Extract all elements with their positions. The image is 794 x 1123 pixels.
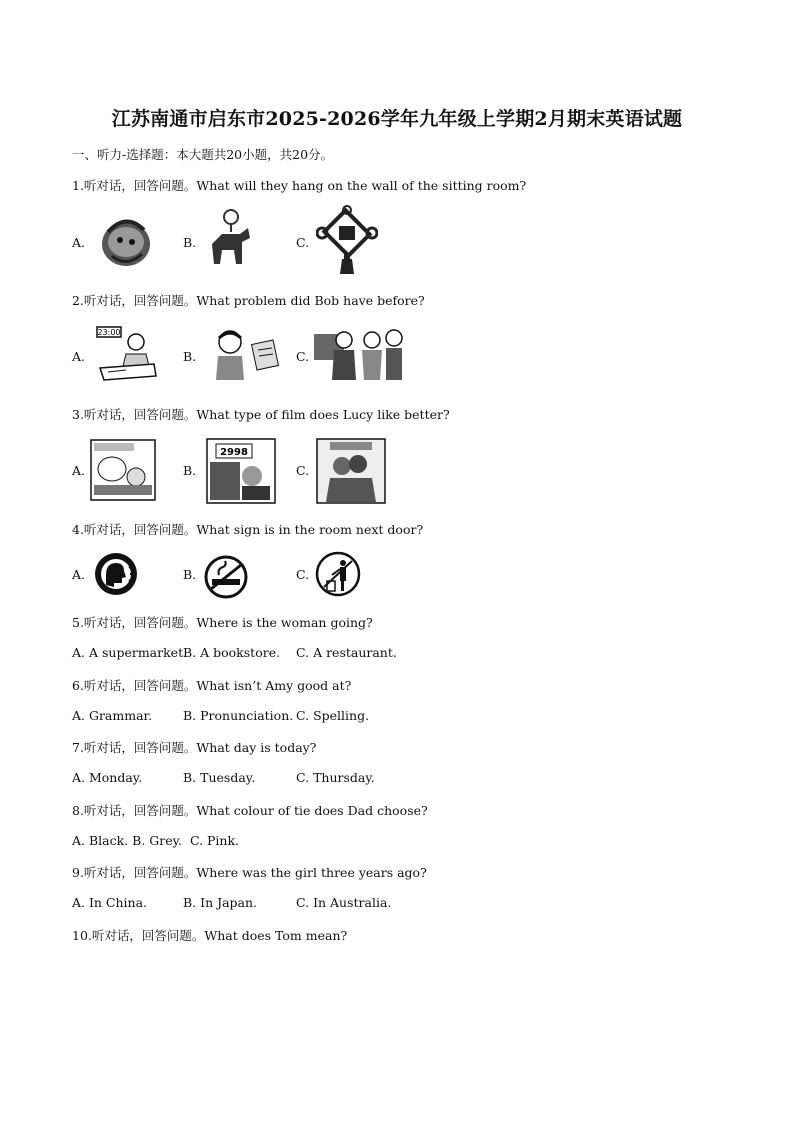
q4-option-b-label: B.: [183, 567, 197, 582]
poster-number: 2998: [220, 447, 248, 458]
students-talking-picture: [314, 326, 404, 382]
horse-keychain-picture: [204, 208, 252, 270]
q6-option-b: B. Pronunciation.: [183, 708, 294, 723]
q3-option-b-label: B.: [183, 463, 197, 478]
no-smoking-sign-icon: [203, 555, 249, 599]
q1-option-a-label: A.: [72, 235, 86, 250]
q7-option-c: C. Thursday.: [296, 770, 375, 785]
q6-option-a: A. Grammar.: [72, 708, 153, 723]
page-title: 江苏南通市启东市2025-2026学年九年级上学期2月期末英语试题: [111, 108, 683, 130]
q7-option-a: A. Monday.: [72, 770, 143, 785]
q4-option-a-label: A.: [72, 567, 86, 582]
no-littering-sign-icon: [314, 551, 362, 597]
question-9: 9.听对话，回答问题。Where was the girl three years ago?: [72, 865, 427, 880]
romance-film-poster-picture: [316, 438, 386, 504]
section-heading: 一、听力-选择题：本大题共20小题，共20分。: [72, 147, 334, 162]
zodiac-dragon-picture: [98, 212, 154, 270]
chinese-knot-picture: [316, 204, 378, 274]
question-4: 4.听对话，回答问题。What sign is in the room next door?: [72, 522, 424, 537]
q5-option-c: C. A restaurant.: [296, 645, 397, 660]
q5-option-b: B. A bookstore.: [183, 645, 281, 660]
question-3: 3.听对话，回答问题。What type of film does Lucy like better?: [72, 407, 450, 422]
question-10: 10.听对话，回答问题。What does Tom mean?: [72, 928, 348, 943]
q9-option-b: B. In Japan.: [183, 895, 258, 910]
question-6: 6.听对话，回答问题。What isn’t Amy good at?: [72, 678, 352, 693]
q9-option-a: A. In China.: [72, 895, 148, 910]
question-1: 1.听对话，回答问题。What will they hang on the wall of the sitting room?: [72, 178, 527, 193]
clock-text: 23:00: [97, 328, 121, 337]
q5-option-a: A. A supermarket.: [72, 645, 188, 660]
cartoon-film-poster-picture: [90, 439, 156, 501]
q2-option-b-label: B.: [183, 349, 197, 364]
q2-option-c-label: C.: [296, 349, 310, 364]
worried-boy-with-paper-picture: [212, 328, 282, 380]
q2-option-a-label: A.: [72, 349, 86, 364]
q3-option-c-label: C.: [296, 463, 310, 478]
q1-option-b-label: B.: [183, 235, 197, 250]
question-7: 7.听对话，回答问题。What day is today?: [72, 740, 317, 755]
q8-options: A. Black. B. Grey. C. Pink.: [72, 833, 240, 848]
no-talking-sign-icon: [92, 551, 140, 597]
student-studying-late-picture: [96, 324, 158, 382]
question-5: 5.听对话，回答问题。Where is the woman going?: [72, 615, 373, 630]
q4-option-c-label: C.: [296, 567, 310, 582]
action-film-poster-picture: [206, 438, 276, 504]
q9-option-c: C. In Australia.: [296, 895, 392, 910]
q7-option-b: B. Tuesday.: [183, 770, 256, 785]
q1-option-c-label: C.: [296, 235, 310, 250]
q3-option-a-label: A.: [72, 463, 86, 478]
question-8: 8.听对话，回答问题。What colour of tie does Dad choose?: [72, 803, 428, 818]
q6-option-c: C. Spelling.: [296, 708, 370, 723]
question-2: 2.听对话，回答问题。What problem did Bob have before?: [72, 293, 425, 308]
